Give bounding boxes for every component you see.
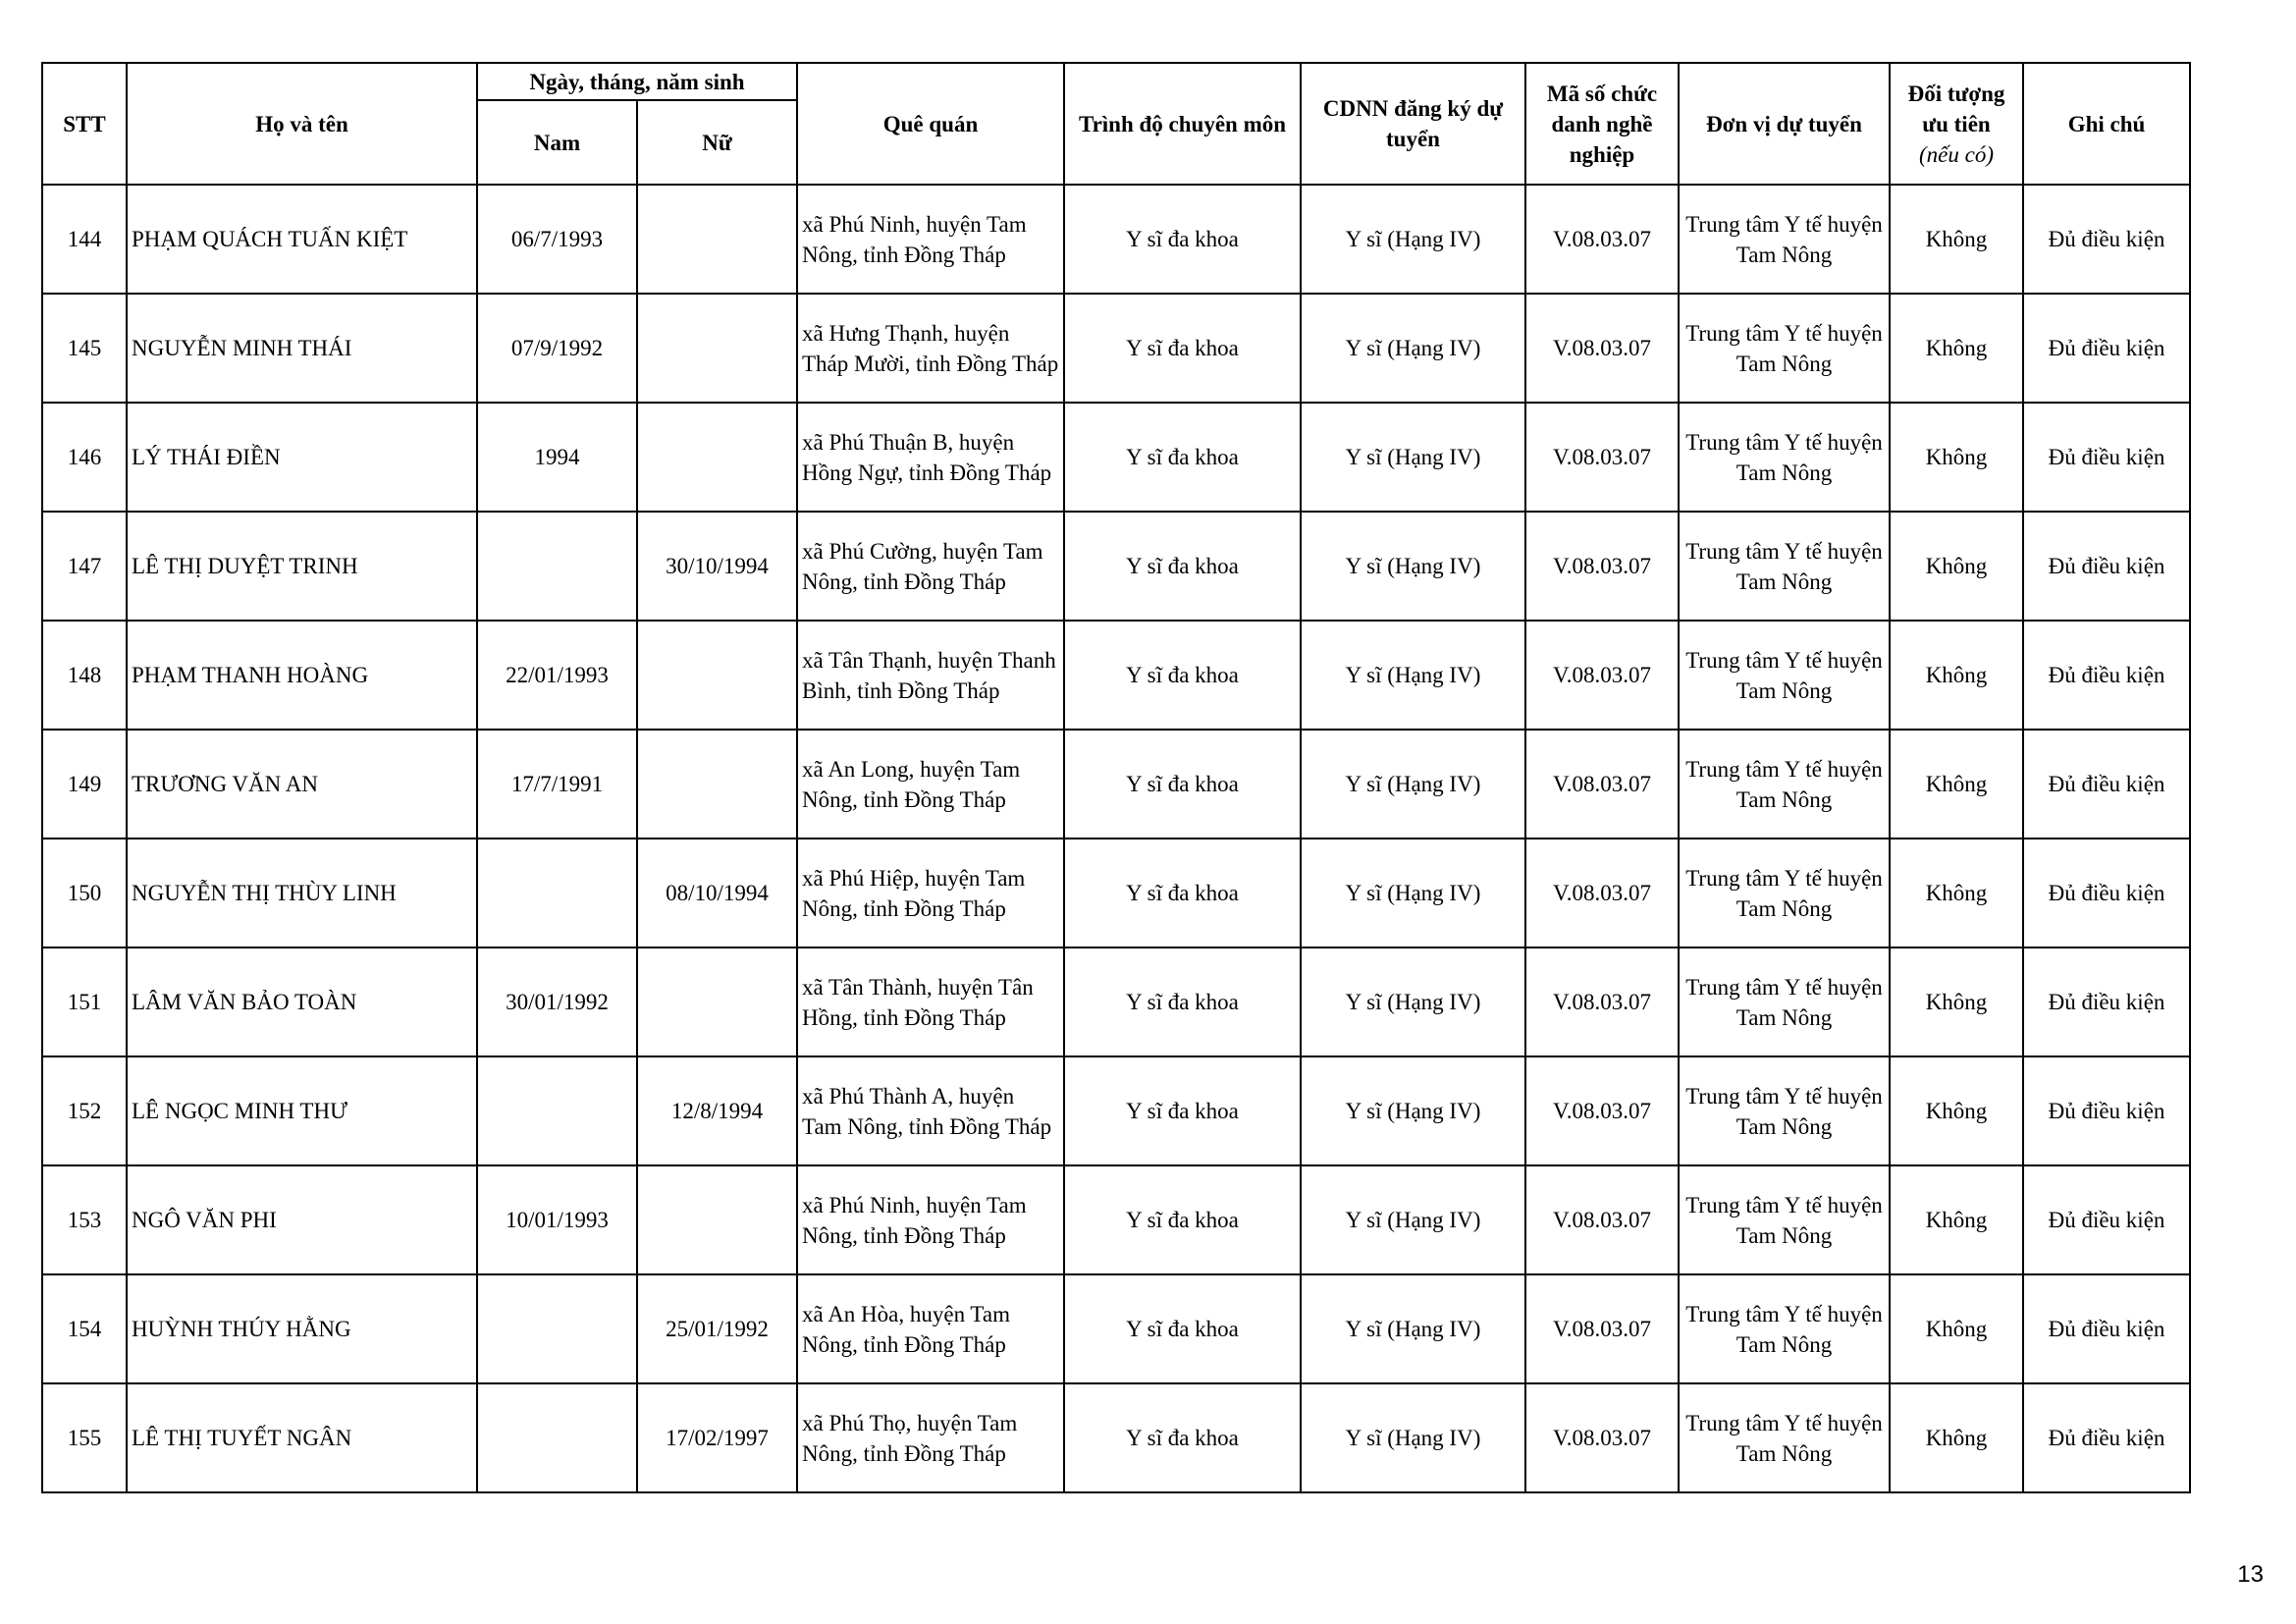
cell-qualification: Y sĩ đa khoa [1064, 621, 1301, 730]
header-remark: Ghi chú [2023, 63, 2190, 185]
cell-male: 30/01/1992 [477, 947, 637, 1056]
cell-female [637, 294, 797, 403]
header-stt: STT [42, 63, 127, 185]
table-row [42, 185, 2190, 294]
cell-cdnn: Y sĩ (Hạng IV) [1301, 839, 1525, 947]
cell-female: 30/10/1994 [637, 512, 797, 621]
cell-cdnn: Y sĩ (Hạng IV) [1301, 294, 1525, 403]
cell-name: LÊ NGỌC MINH THƯ [127, 1056, 477, 1165]
cell-hometown: xã Phú Thọ, huyện Tam Nông, tỉnh Đồng Tháp [797, 1383, 1064, 1492]
cell-code: V.08.03.07 [1525, 1165, 1679, 1274]
cell-remark: Đủ điều kiện [2023, 1274, 2190, 1383]
cell-remark: Đủ điều kiện [2023, 294, 2190, 403]
cell-stt: 147 [42, 512, 127, 621]
cell-code: V.08.03.07 [1525, 403, 1679, 512]
header-female: Nữ [637, 100, 797, 185]
cell-qualification: Y sĩ đa khoa [1064, 1056, 1301, 1165]
cell-qualification: Y sĩ đa khoa [1064, 839, 1301, 947]
cell-code: V.08.03.07 [1525, 294, 1679, 403]
cell-remark: Đủ điều kiện [2023, 512, 2190, 621]
cell-qualification: Y sĩ đa khoa [1064, 1165, 1301, 1274]
cell-stt: 148 [42, 621, 127, 730]
cell-name: NGUYỄN MINH THÁI [127, 294, 477, 403]
cell-priority: Không [1890, 403, 2023, 512]
cell-name: LÂM VĂN BẢO TOÀN [127, 947, 477, 1056]
header-priority-note: (nếu có) [1919, 141, 1994, 167]
cell-male: 10/01/1993 [477, 1165, 637, 1274]
header-code: Mã số chức danh nghề nghiệp [1525, 63, 1679, 185]
cell-female: 17/02/1997 [637, 1383, 797, 1492]
cell-priority: Không [1890, 621, 2023, 730]
cell-stt: 154 [42, 1274, 127, 1383]
cell-priority: Không [1890, 730, 2023, 839]
cell-unit: Trung tâm Y tế huyện Tam Nông [1679, 185, 1890, 294]
cell-stt: 152 [42, 1056, 127, 1165]
cell-qualification: Y sĩ đa khoa [1064, 1383, 1301, 1492]
cell-hometown: xã Phú Thành A, huyện Tam Nông, tỉnh Đồng Tháp [797, 1056, 1064, 1165]
cell-qualification: Y sĩ đa khoa [1064, 512, 1301, 621]
cell-code: V.08.03.07 [1525, 839, 1679, 947]
cell-stt: 149 [42, 730, 127, 839]
cell-priority: Không [1890, 185, 2023, 294]
table-header [42, 63, 2190, 185]
cell-unit: Trung tâm Y tế huyện Tam Nông [1679, 1383, 1890, 1492]
cell-male [477, 1383, 637, 1492]
cell-hometown: xã Tân Thành, huyện Tân Hồng, tỉnh Đồng Tháp [797, 947, 1064, 1056]
cell-priority: Không [1890, 1056, 2023, 1165]
page-number: 13 [2237, 1561, 2264, 1588]
cell-name: LÊ THỊ DUYỆT TRINH [127, 512, 477, 621]
cell-priority: Không [1890, 1274, 2023, 1383]
cell-unit: Trung tâm Y tế huyện Tam Nông [1679, 1274, 1890, 1383]
cell-name: LÊ THỊ TUYẾT NGÂN [127, 1383, 477, 1492]
table-body [42, 185, 2190, 1492]
cell-hometown: xã Phú Ninh, huyện Tam Nông, tỉnh Đồng Tháp [797, 1165, 1064, 1274]
cell-qualification: Y sĩ đa khoa [1064, 403, 1301, 512]
cell-priority: Không [1890, 294, 2023, 403]
cell-name: NGUYỄN THỊ THÙY LINH [127, 839, 477, 947]
cell-name: PHẠM QUÁCH TUẤN KIỆT [127, 185, 477, 294]
cell-female [637, 403, 797, 512]
header-priority-label: Đối tượng ưu tiên [1907, 81, 2005, 136]
cell-code: V.08.03.07 [1525, 512, 1679, 621]
cell-remark: Đủ điều kiện [2023, 403, 2190, 512]
cell-female: 25/01/1992 [637, 1274, 797, 1383]
cell-unit: Trung tâm Y tế huyện Tam Nông [1679, 294, 1890, 403]
cell-cdnn: Y sĩ (Hạng IV) [1301, 185, 1525, 294]
header-qualification: Trình độ chuyên môn [1064, 63, 1301, 185]
cell-qualification: Y sĩ đa khoa [1064, 730, 1301, 839]
cell-priority: Không [1890, 512, 2023, 621]
cell-code: V.08.03.07 [1525, 730, 1679, 839]
cell-female: 08/10/1994 [637, 839, 797, 947]
cell-stt: 145 [42, 294, 127, 403]
table-row [42, 512, 2190, 621]
cell-unit: Trung tâm Y tế huyện Tam Nông [1679, 947, 1890, 1056]
cell-hometown: xã Phú Ninh, huyện Tam Nông, tỉnh Đồng Tháp [797, 185, 1064, 294]
cell-female [637, 621, 797, 730]
cell-male [477, 1056, 637, 1165]
cell-hometown: xã Phú Cường, huyện Tam Nông, tỉnh Đồng Tháp [797, 512, 1064, 621]
cell-unit: Trung tâm Y tế huyện Tam Nông [1679, 403, 1890, 512]
cell-cdnn: Y sĩ (Hạng IV) [1301, 403, 1525, 512]
table-row [42, 403, 2190, 512]
header-dob-group: Ngày, tháng, năm sinh [477, 63, 797, 100]
header-unit: Đơn vị dự tuyển [1679, 63, 1890, 185]
table-row [42, 294, 2190, 403]
cell-unit: Trung tâm Y tế huyện Tam Nông [1679, 1165, 1890, 1274]
cell-hometown: xã Phú Hiệp, huyện Tam Nông, tỉnh Đồng Tháp [797, 839, 1064, 947]
cell-name: PHẠM THANH HOÀNG [127, 621, 477, 730]
cell-cdnn: Y sĩ (Hạng IV) [1301, 1165, 1525, 1274]
cell-code: V.08.03.07 [1525, 185, 1679, 294]
cell-unit: Trung tâm Y tế huyện Tam Nông [1679, 1056, 1890, 1165]
table-row [42, 621, 2190, 730]
cell-unit: Trung tâm Y tế huyện Tam Nông [1679, 839, 1890, 947]
header-name: Họ và tên [127, 63, 477, 185]
cell-hometown: xã An Hòa, huyện Tam Nông, tỉnh Đồng Tháp [797, 1274, 1064, 1383]
cell-remark: Đủ điều kiện [2023, 839, 2190, 947]
cell-female [637, 730, 797, 839]
cell-cdnn: Y sĩ (Hạng IV) [1301, 512, 1525, 621]
cell-female [637, 185, 797, 294]
cell-remark: Đủ điều kiện [2023, 1165, 2190, 1274]
cell-male: 1994 [477, 403, 637, 512]
table-row [42, 1056, 2190, 1165]
cell-male: 17/7/1991 [477, 730, 637, 839]
cell-name: LÝ THÁI ĐIỀN [127, 403, 477, 512]
table-row [42, 947, 2190, 1056]
cell-stt: 146 [42, 403, 127, 512]
table-row [42, 1274, 2190, 1383]
cell-cdnn: Y sĩ (Hạng IV) [1301, 621, 1525, 730]
cell-code: V.08.03.07 [1525, 947, 1679, 1056]
cell-remark: Đủ điều kiện [2023, 1383, 2190, 1492]
cell-unit: Trung tâm Y tế huyện Tam Nông [1679, 512, 1890, 621]
candidate-table [41, 62, 2191, 1493]
cell-name: TRƯƠNG VĂN AN [127, 730, 477, 839]
cell-code: V.08.03.07 [1525, 1056, 1679, 1165]
cell-cdnn: Y sĩ (Hạng IV) [1301, 947, 1525, 1056]
cell-stt: 153 [42, 1165, 127, 1274]
cell-qualification: Y sĩ đa khoa [1064, 947, 1301, 1056]
cell-cdnn: Y sĩ (Hạng IV) [1301, 1056, 1525, 1165]
cell-priority: Không [1890, 1383, 2023, 1492]
cell-code: V.08.03.07 [1525, 1274, 1679, 1383]
table-row [42, 1165, 2190, 1274]
cell-stt: 144 [42, 185, 127, 294]
cell-priority: Không [1890, 839, 2023, 947]
table-row [42, 839, 2190, 947]
cell-remark: Đủ điều kiện [2023, 621, 2190, 730]
header-hometown: Quê quán [797, 63, 1064, 185]
cell-unit: Trung tâm Y tế huyện Tam Nông [1679, 621, 1890, 730]
cell-stt: 151 [42, 947, 127, 1056]
cell-remark: Đủ điều kiện [2023, 730, 2190, 839]
cell-remark: Đủ điều kiện [2023, 947, 2190, 1056]
cell-hometown: xã Hưng Thạnh, huyện Tháp Mười, tỉnh Đồng Tháp [797, 294, 1064, 403]
cell-qualification: Y sĩ đa khoa [1064, 294, 1301, 403]
cell-male [477, 512, 637, 621]
header-cdnn: CDNN đăng ký dự tuyển [1301, 63, 1525, 185]
cell-stt: 150 [42, 839, 127, 947]
cell-male: 22/01/1993 [477, 621, 637, 730]
cell-female [637, 1165, 797, 1274]
cell-male: 07/9/1992 [477, 294, 637, 403]
cell-name: HUỲNH THÚY HẰNG [127, 1274, 477, 1383]
header-priority [1890, 63, 2023, 185]
cell-cdnn: Y sĩ (Hạng IV) [1301, 1383, 1525, 1492]
header-male: Nam [477, 100, 637, 185]
cell-stt: 155 [42, 1383, 127, 1492]
cell-priority: Không [1890, 947, 2023, 1056]
cell-name: NGÔ VĂN PHI [127, 1165, 477, 1274]
cell-male: 06/7/1993 [477, 185, 637, 294]
cell-qualification: Y sĩ đa khoa [1064, 1274, 1301, 1383]
table-row [42, 730, 2190, 839]
cell-male [477, 1274, 637, 1383]
cell-female [637, 947, 797, 1056]
cell-priority: Không [1890, 1165, 2023, 1274]
cell-cdnn: Y sĩ (Hạng IV) [1301, 1274, 1525, 1383]
cell-hometown: xã An Long, huyện Tam Nông, tỉnh Đồng Tháp [797, 730, 1064, 839]
cell-unit: Trung tâm Y tế huyện Tam Nông [1679, 730, 1890, 839]
cell-qualification: Y sĩ đa khoa [1064, 185, 1301, 294]
cell-female: 12/8/1994 [637, 1056, 797, 1165]
cell-male [477, 839, 637, 947]
cell-code: V.08.03.07 [1525, 621, 1679, 730]
cell-remark: Đủ điều kiện [2023, 185, 2190, 294]
cell-cdnn: Y sĩ (Hạng IV) [1301, 730, 1525, 839]
cell-code: V.08.03.07 [1525, 1383, 1679, 1492]
cell-hometown: xã Phú Thuận B, huyện Hồng Ngự, tỉnh Đồng Tháp [797, 403, 1064, 512]
cell-hometown: xã Tân Thạnh, huyện Thanh Bình, tỉnh Đồng Tháp [797, 621, 1064, 730]
table-row [42, 1383, 2190, 1492]
cell-remark: Đủ điều kiện [2023, 1056, 2190, 1165]
